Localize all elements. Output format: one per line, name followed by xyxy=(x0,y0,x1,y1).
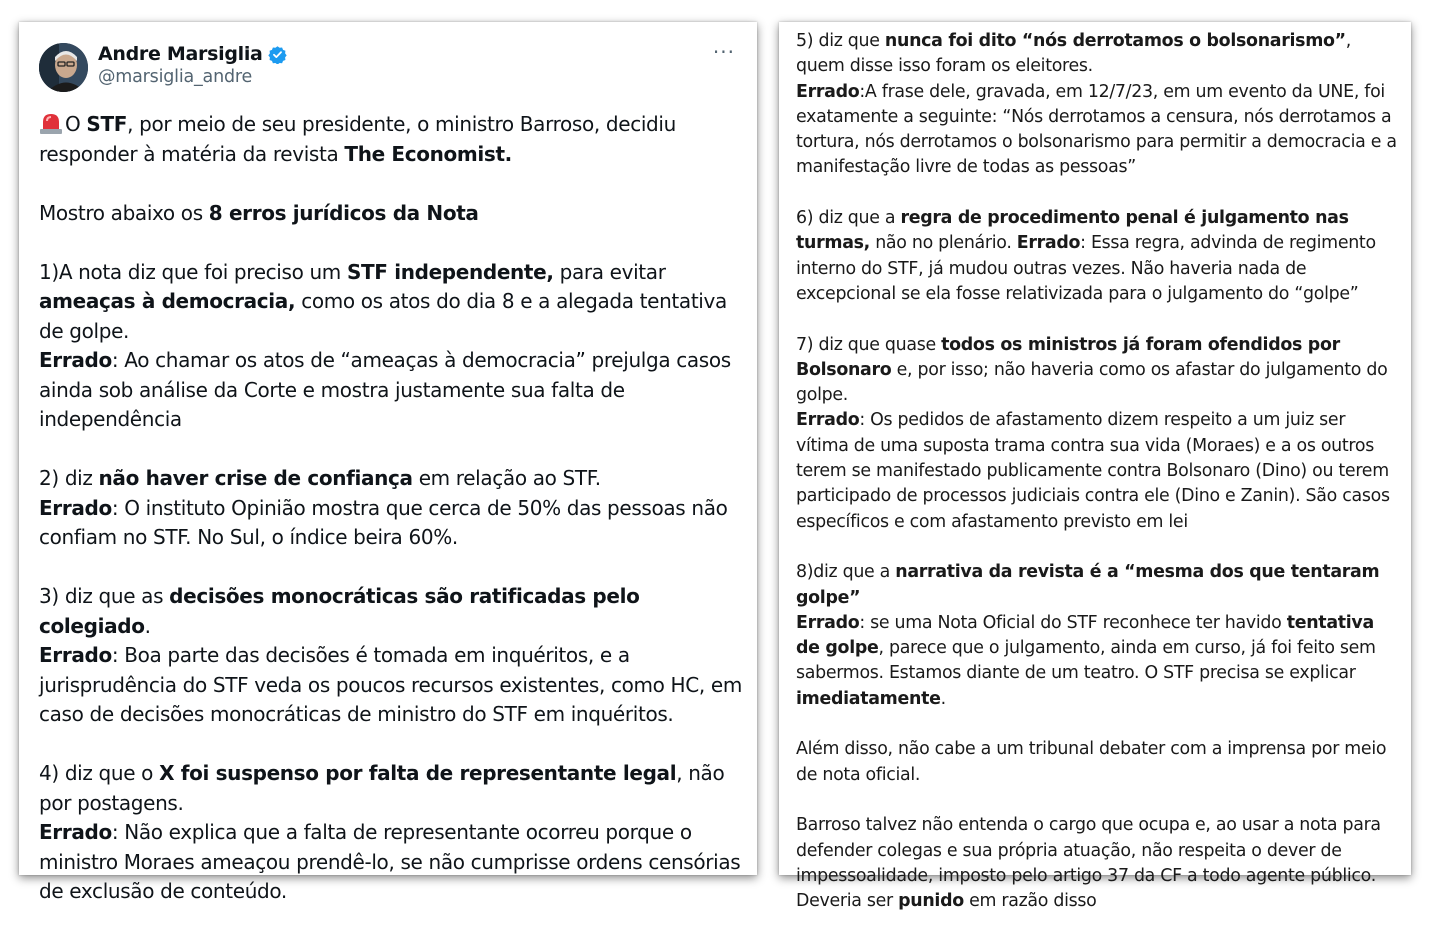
tweet-paragraph: 4) diz que o X foi suspenso por falta de representante legal, não por postagens. Errado: Não explica que a falta de representante ocorreu porque o ministro Moraes ameaçou prendê-lo, se não cumprisse ordens censórias de exclusão de conteúdo. xyxy=(39,761,741,903)
continuation-paragraph: 7) diz que quase todos os ministros já foram ofendidos por Bolsonaro e, por isso; não haveria como os afastar do julgamento do golpe. Errado: Os pedidos de afastamento dizem respeito a um juiz ser vítima de uma suposta trama contra sua vida (Moraes) e a os outros terem se manifestado publicamente contra Bolsonaro (Dino) ou terem participado de processos judiciais contra ele (Dino e Zanin). São casos específicos e com afastamento previsto em lei xyxy=(796,334,1390,532)
continuation-paragraph: 8)diz que a narrativa da revista é a “mesma dos que tentaram golpe” Errado: se uma Nota Oficial do STF reconhece ter havido tentativa de golpe, parece que o julgamento, ainda em curso, já foi feito sem sabermos. Estamos diante de um teatro. O STF precisa se explicar imediatamente. xyxy=(796,562,1380,709)
author-name-row xyxy=(98,43,287,65)
verified-badge-icon xyxy=(268,45,287,64)
police-light-emoji-icon xyxy=(39,112,63,134)
author-block xyxy=(98,43,287,87)
tweet-paragraph: Mostro abaixo os 8 erros jurídicos da Nota xyxy=(39,200,479,225)
tweet-paragraph: 3) diz que as decisões monocráticas são ratificadas pelo colegiado. Errado: Boa parte das decisões é tomada em inquéritos, e a jurisprudência do STF veda os poucos recursos existentes, como HC, em caso de decisões monocráticas de ministro do STF em inquéritos. xyxy=(39,584,742,726)
continuation-paragraph: Barroso talvez não entenda o cargo que ocupa e, ao usar a nota para defender colegas e sua própria atuação, não respeita o dever de impessoalidade, imposto pelo artigo 37 da CF a todo agente público. Deveria ser punido em razão disso xyxy=(796,815,1381,912)
author-name[interactable]: Andre Marsiglia xyxy=(98,43,263,65)
continuation-text xyxy=(796,29,1401,940)
avatar-photo xyxy=(39,43,88,92)
author-handle[interactable]: @marsiglia_andre xyxy=(98,67,253,87)
tweet-text xyxy=(39,110,744,936)
tweet-paragraph: 2) diz não haver crise de confiança em relação ao STF. Errado: O instituto Opinião mostra que cerca de 50% das pessoas não confiam no STF. No Sul, o índice beira 60%. xyxy=(39,466,728,549)
tweet-paragraph: O STF, por meio de seu presidente, o ministro Barroso, decidiu responder à matéria da revista The Economist. xyxy=(39,112,676,166)
continuation-paragraph: Além disso, não cabe a um tribunal debater com a imprensa por meio de nota oficial. xyxy=(796,739,1387,785)
continuation-card xyxy=(779,22,1411,912)
author-avatar[interactable] xyxy=(39,43,88,92)
tweet-paragraph: 1)A nota diz que foi preciso um STF independente, para evitar ameaças à democracia, como os atos do dia 8 e a alegada tentativa de golpe. Errado: Ao chamar os atos de “ameaças à democracia” prejulga casos ainda sob análise da Corte e mostra justamente sua falta de independência xyxy=(39,259,731,431)
more-options-icon[interactable]: ··· xyxy=(712,40,735,64)
continuation-paragraph: 5) diz que nunca foi dito “nós derrotamos o bolsonarismo”, quem disse isso foram os eleitores. Errado:A frase dele, gravada, em 12/7/23, em um evento da UNE, foi exatamente a seguinte: “Nós derrotamos a censura, nós derrotamos a tortura, nós derrotamos o bolsonarismo para permitir a democracia e a manifestação livre de todas as pessoas” xyxy=(796,31,1397,178)
continuation-paragraph: 6) diz que a regra de procedimento penal é julgamento nas turmas, não no plenário. Errado: Essa regra, advinda de regimento interno do STF, já mudou outras vezes. Não haveria nada de excepcional se ela fosse relativizada para o julgamento do “golpe” xyxy=(796,208,1376,304)
tweet-card xyxy=(19,22,757,903)
